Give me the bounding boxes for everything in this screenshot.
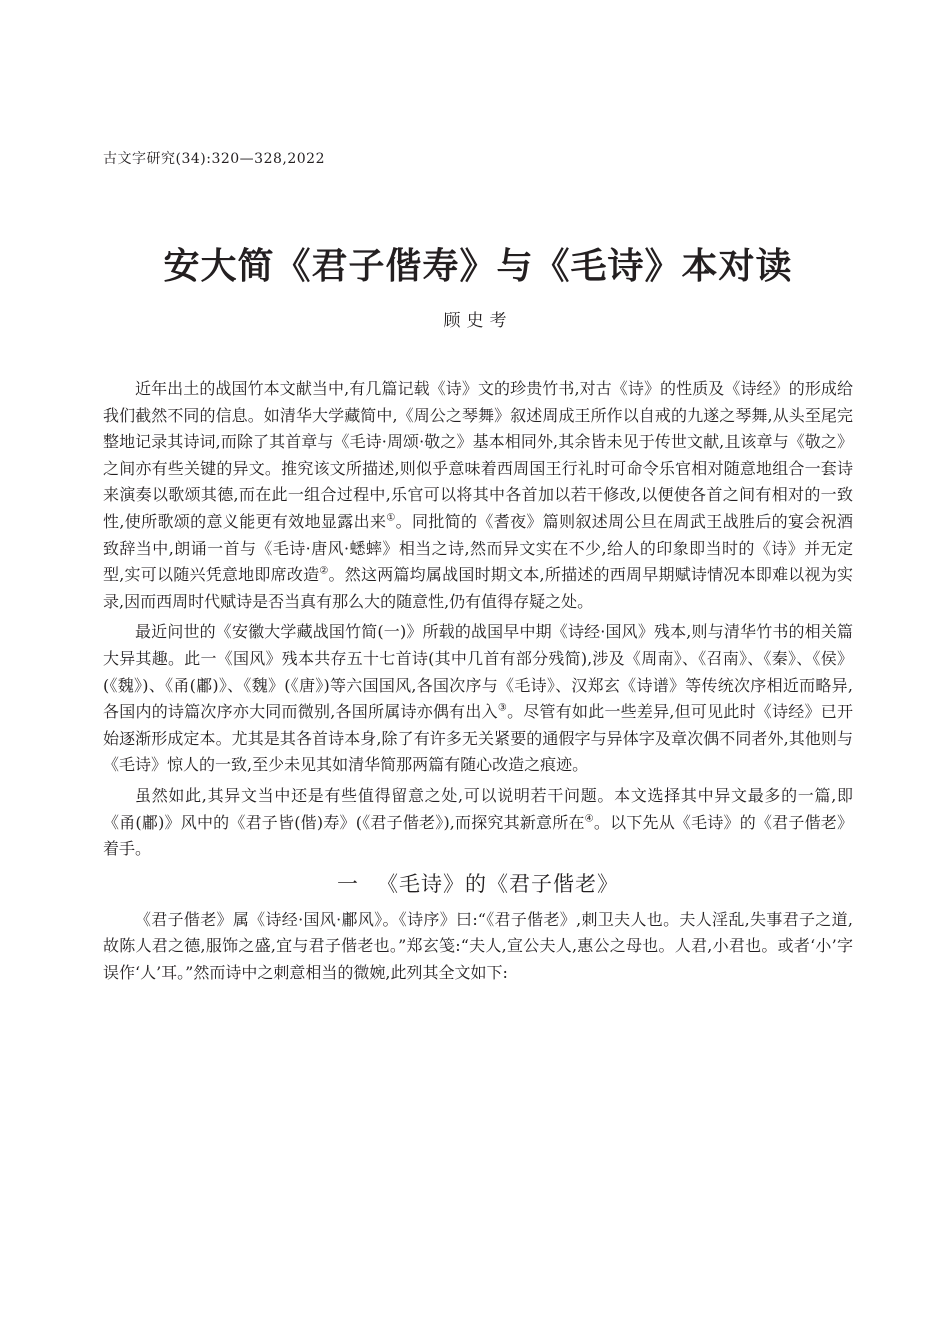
author-name: 顾史考 [443,311,513,331]
footnote-marker[interactable]: ① [386,512,396,524]
journal-citation: 古文字研究(34):320—328,2022 [103,151,325,167]
paragraph-text: 。同批简的《耆夜》篇则叙述周公旦在周武王战胜后的宴会祝酒致辞当中,朗诵一首与《毛诗·唐风·蟋蟀》相当之诗,然而异文实在不少,给人的印象即当时的《诗》并无定型,实可以随兴凭意地即席改造 [103,511,853,585]
paragraph-text: 近年出土的战国竹本文献当中,有几篇记载《诗》文的珍贵竹书,对古《诗》的性质及《诗经》的形成给我们截然不同的信息。如清华大学藏简中,《周公之琴舞》叙述周成王所作以自戒的九遂之琴舞,从头至尾完整地记录其诗词,而除了其首章与《毛诗·周颂·敬之》基本相同外,其余皆未见于传世文献,且该章与《敬之》之间亦有些关键的异文。推究该文所描述,则似乎意味着西周国王行礼时可命令乐官相对随意地组合一套诗来演奏以歌颂其德,而在此一组合过程中,乐官可以将其中各首加以若干修改,以便使各首之间有相对的一致性,使所歌颂的意义能更有效地显露出来 [103,379,853,531]
paragraph-text: 。尽管有如此一些差异,但可见此时《诗经》已开始逐渐形成定本。尤其是其各首诗本身,除了有许多无关紧要的通假字与异体字及章次偶不同者外,其他则与《毛诗》惊人的一致,至少未见其如清华简那两篇有随心改造之痕迹。 [103,702,853,775]
footnote-marker[interactable]: ② [319,565,329,577]
section-number: 一 [337,871,359,896]
article-title: 安大简《君子偕寿》与《毛诗》本对读 [163,245,793,287]
section-title: 《毛诗》的《君子偕老》 [377,871,619,896]
section-paragraph-1: 《君子偕老》属《诗经·国风·鄘风》。《诗序》曰:“《君子偕老》,刺卫夫人也。夫人淫乱,失事君子之道,故陈人君之德,服饰之盛,宜与君子偕老也。”郑玄笺:“夫人,宣公夫人,惠公之母也。人君,小君也。或者‘小’字误作‘人’耳。”然而诗中之刺意相当的微婉,此列其全文如下: [103,909,853,982]
paragraph-text: 最近问世的《安徽大学藏战国竹简(一)》所载的战国早中期《诗经·国风》残本,则与清华竹书的相关篇大异其趣。此一《国风》残本共存五十七首诗(其中几首有部分残简),涉及《周南》、《召南》、《秦》、《侯》(《魏》)、《甬(鄘)》、《魏》(《唐》)等六国国风,各国次序与《毛诗》、汉郑玄《诗谱》等传统次序相近而略异,各国内的诗篇次序亦大同而微别,各国所属诗亦偶有出入 [103,622,853,722]
section-heading [103,869,853,899]
paragraph-2 [103,619,853,779]
footnote-marker[interactable]: ③ [497,702,508,714]
paragraph-1 [103,376,853,615]
paragraph-text: 。然这两篇均属战国时期文本,所描述的西周早期赋诗情况本即难以视为实录,因而西周时代赋诗是否当真有那么大的随意性,仍有值得存疑之处。 [103,565,854,611]
paragraph-3 [103,783,853,863]
footnote-marker[interactable]: ④ [584,813,594,825]
paragraph-text: 虽然如此,其异文当中还是有些值得留意之处,可以说明若干问题。本文选择其中异文最多的一篇,即《甬(鄘)》风中的《君子皆(偕)寿》(《君子偕老》),而探究其新意所在 [103,785,853,832]
article-body [103,376,853,990]
paragraph-text: 。以下先从《毛诗》的《君子偕老》着手。 [103,812,854,859]
